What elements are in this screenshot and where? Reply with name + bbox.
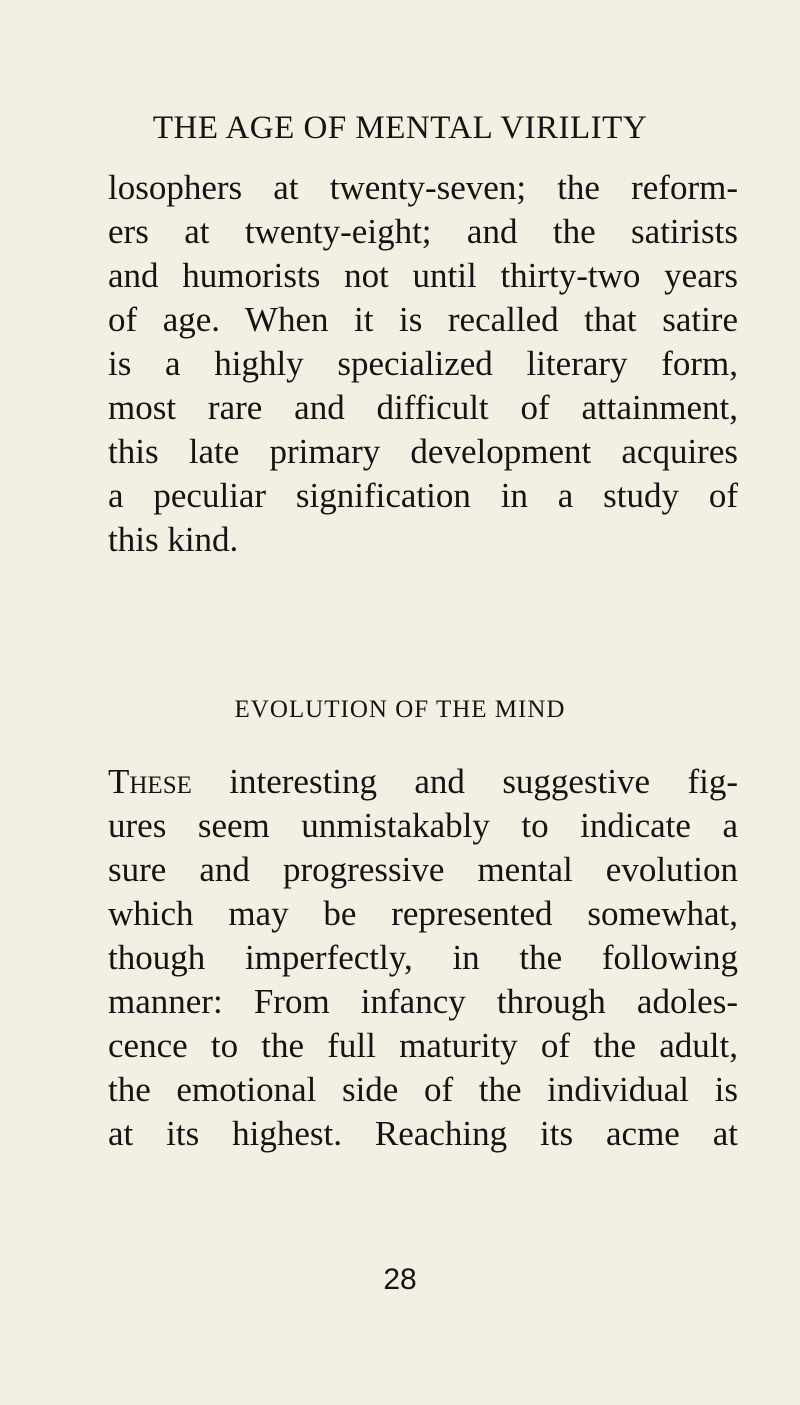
text-line: most rare and difficult of attainment, [108,388,738,427]
text-line: though imperfectly, in the following [108,938,738,977]
text-line: ers at twenty-eight; and the satirists [108,212,738,251]
text-line: the emotional side of the individual is [108,1070,738,1109]
running-head: THE AGE OF MENTAL VIRILITY [152,110,648,146]
first-line-rest: interesting and suggestive fig- [191,762,738,801]
text-line: manner: From infancy through adoles- [108,982,738,1021]
page-number: 28 [383,1263,417,1296]
text-line: ures seem unmistakably to indicate a [108,806,738,845]
lead-word: These [108,762,192,801]
text-line-first [108,760,738,804]
text-line: losophers at twenty-seven; the reform- [108,168,738,207]
text-line: this late primary development acquires [108,432,738,471]
text-line: this kind. [108,520,239,559]
text-line: of age. When it is recalled that satire [108,300,738,339]
text-line: which may be represented somewhat, [108,894,738,933]
text-line: sure and progressive mental evolution [108,850,738,889]
section-title: EVOLUTION OF THE MIND [234,696,566,723]
text-line: is a highly specialized literary form, [108,344,738,383]
text-line: cence to the full maturity of the adult, [108,1026,738,1065]
text-line: at its highest. Reaching its acme at [108,1114,738,1153]
text-line: a peculiar signification in a study of [108,476,738,515]
text-line: and humorists not until thirty-two years [108,256,738,295]
